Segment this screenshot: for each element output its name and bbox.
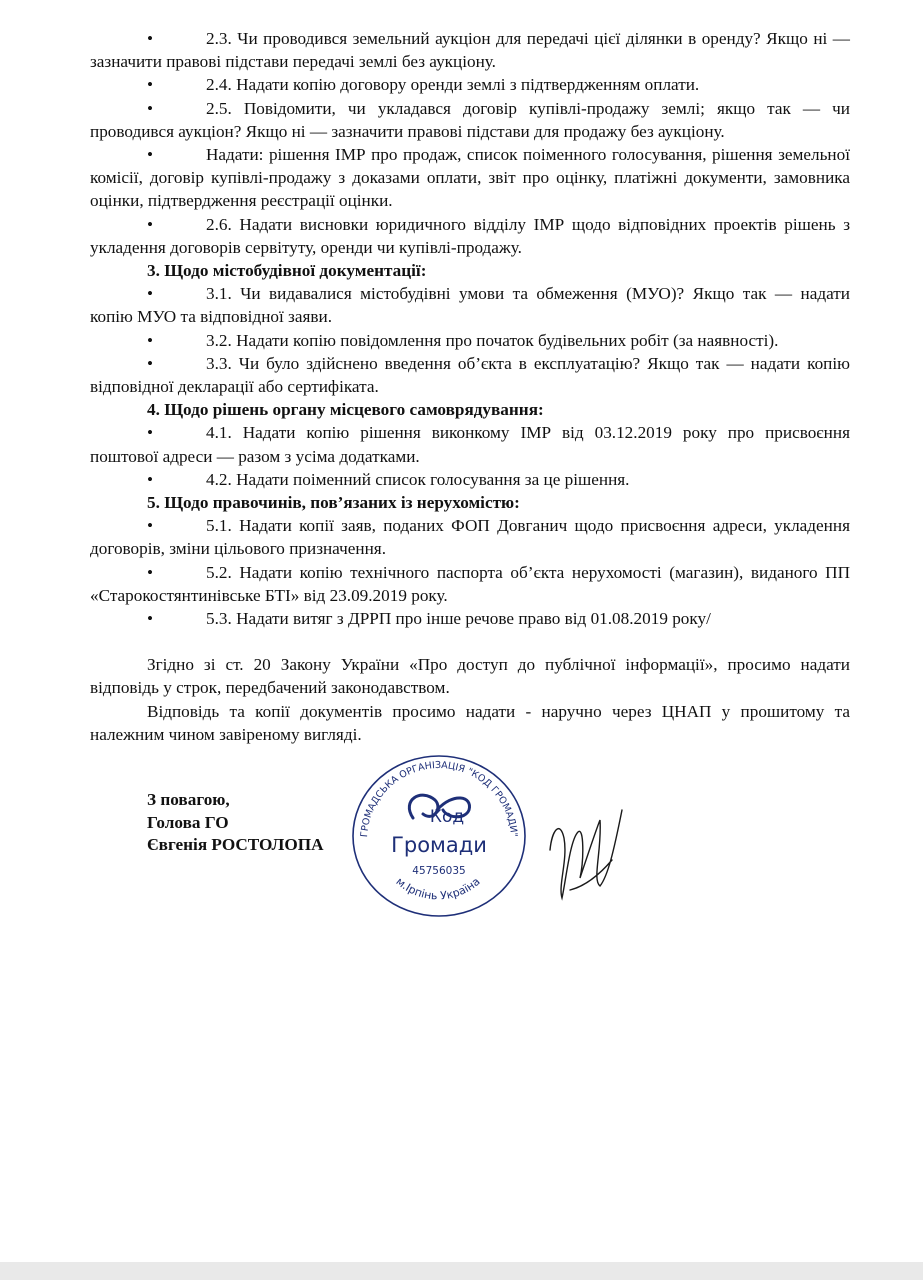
bullet-icon: • (147, 284, 154, 304)
spacer (90, 630, 850, 653)
section-heading-5: 5. Щодо правочинів, пов’язаних із нерухомістю: (147, 493, 520, 513)
signature-stroke (550, 810, 622, 898)
list-item (90, 514, 850, 560)
list-item (90, 27, 850, 73)
bullet-icon: • (147, 469, 154, 489)
list-item-text: 3.1. Чи видавалися містобудівні умови та обмеження (МУО)? Якщо так — надати копію МУО та відповідної заяви. (90, 284, 850, 327)
list-item-text: 2.4. Надати копію договору оренди землі з підтвердженням оплати. (206, 75, 700, 95)
document-body (90, 27, 850, 746)
section-heading-4: 4. Щодо рішень органу місцевого самоврядування: (147, 400, 544, 420)
list-item (90, 282, 850, 328)
list-item-text: 5.2. Надати копію технічного паспорта об’єкта нерухомості (магазин), виданого ПП «Старокостянтинівське БТІ» від 23.09.2019 року. (90, 562, 850, 605)
list-item (90, 143, 850, 213)
bullet-icon: • (147, 423, 154, 443)
bullet-icon: • (147, 516, 154, 536)
bullet-icon: • (147, 353, 154, 373)
bullet-icon: • (147, 75, 154, 95)
list-item (90, 213, 850, 259)
list-item (90, 607, 850, 630)
bullet-icon: • (147, 562, 154, 582)
bullet-icon: • (147, 145, 154, 165)
list-section-3 (90, 282, 850, 398)
stamp-city: м.Ірпінь Україна (393, 874, 483, 903)
list-item-text: 2.6. Надати висновки юридичного відділу ІМР щодо відповідних проектів рішень з укладення договорів сервітуту, оренди чи купівлі-продажу. (90, 214, 850, 257)
closing-paragraph-2: Відповідь та копії документів просимо надати - наручно через ЦНАП у прошитому та належним чином завіреному вигляді. (90, 701, 850, 744)
list-item-text: 4.2. Надати поіменний список голосування за це рішення. (206, 469, 630, 489)
bullet-icon: • (147, 214, 154, 234)
list-item-text: 4.1. Надати копію рішення виконкому ІМР від 03.12.2019 року про присвоєння поштової адреси — разом з усіма додатками. (90, 423, 850, 466)
list-item (90, 352, 850, 398)
bullet-icon: • (147, 609, 154, 629)
closing-paragraph-1: Згідно зі ст. 20 Закону України «Про доступ до публічної інформації», просимо надати відповідь у строк, передбачений законодавством. (90, 655, 850, 698)
list-item (90, 421, 850, 467)
list-item-text: Надати: рішення ІМР про продаж, список поіменного голосування, рішення земельної комісії, договір купівлі-продажу з доказами оплати, звіт про оцінку, платіжні документи, замовника оцінки, підтвердження реєстрації оцінки. (90, 145, 850, 211)
list-item-text: 5.1. Надати копії заяв, поданих ФОП Довганич щодо присвоєння адреси, укладення договорів, зміни цільового призначення. (90, 516, 850, 559)
list-item (90, 561, 850, 607)
list-item (90, 329, 850, 352)
bullet-icon: • (147, 29, 154, 48)
handwritten-signature (540, 790, 630, 910)
list-item (90, 97, 850, 143)
stamp-logo-line1: Код (429, 807, 465, 827)
list-item (90, 468, 850, 491)
list-item-text: 2.5. Повідомити, чи укладався договір купівлі-продажу землі; якщо так — чи проводився аукціон? Якщо ні — зазначити правові підстави для продажу без аукціону. (90, 98, 850, 141)
signature-block (147, 789, 324, 857)
list-item (90, 73, 850, 96)
stamp-logo-line2: Громади (391, 833, 487, 857)
section-heading-3: 3. Щодо містобудівної документації: (147, 261, 427, 281)
stamp-ring-text: ГРОМАДСЬКА ОРГАНІЗАЦІЯ "КОД ГРОМАДИ" (359, 759, 519, 838)
list-section-2 (90, 27, 850, 259)
list-section-5 (90, 514, 850, 630)
list-section-4 (90, 421, 850, 491)
organization-stamp (343, 748, 533, 918)
signer-title: Голова ГО (147, 812, 229, 832)
list-item-text: 5.3. Надати витяг з ДРРП про інше речове право від 01.08.2019 року/ (206, 609, 711, 629)
page-bottom-strip (0, 1262, 923, 1280)
signer-name: Євгенія РОСТОЛОПА (147, 835, 324, 854)
list-item-text: 3.3. Чи було здійснено введення об’єкта в експлуатацію? Якщо так — надати копію відповідної декларації або сертифіката. (90, 353, 850, 397)
list-item-text: 2.3. Чи проводився земельний аукціон для передачі цієї ділянки в оренду? Якщо ні — зазначити правові підстави передачі землі без аукціону. (90, 29, 850, 72)
bullet-icon: • (147, 330, 154, 350)
bullet-icon: • (147, 98, 154, 118)
stamp-code: 45756035 (412, 865, 466, 877)
closing-greeting: З повагою, (147, 790, 230, 809)
list-item-text: 3.2. Надати копію повідомлення про початок будівельних робіт (за наявності). (206, 330, 779, 350)
